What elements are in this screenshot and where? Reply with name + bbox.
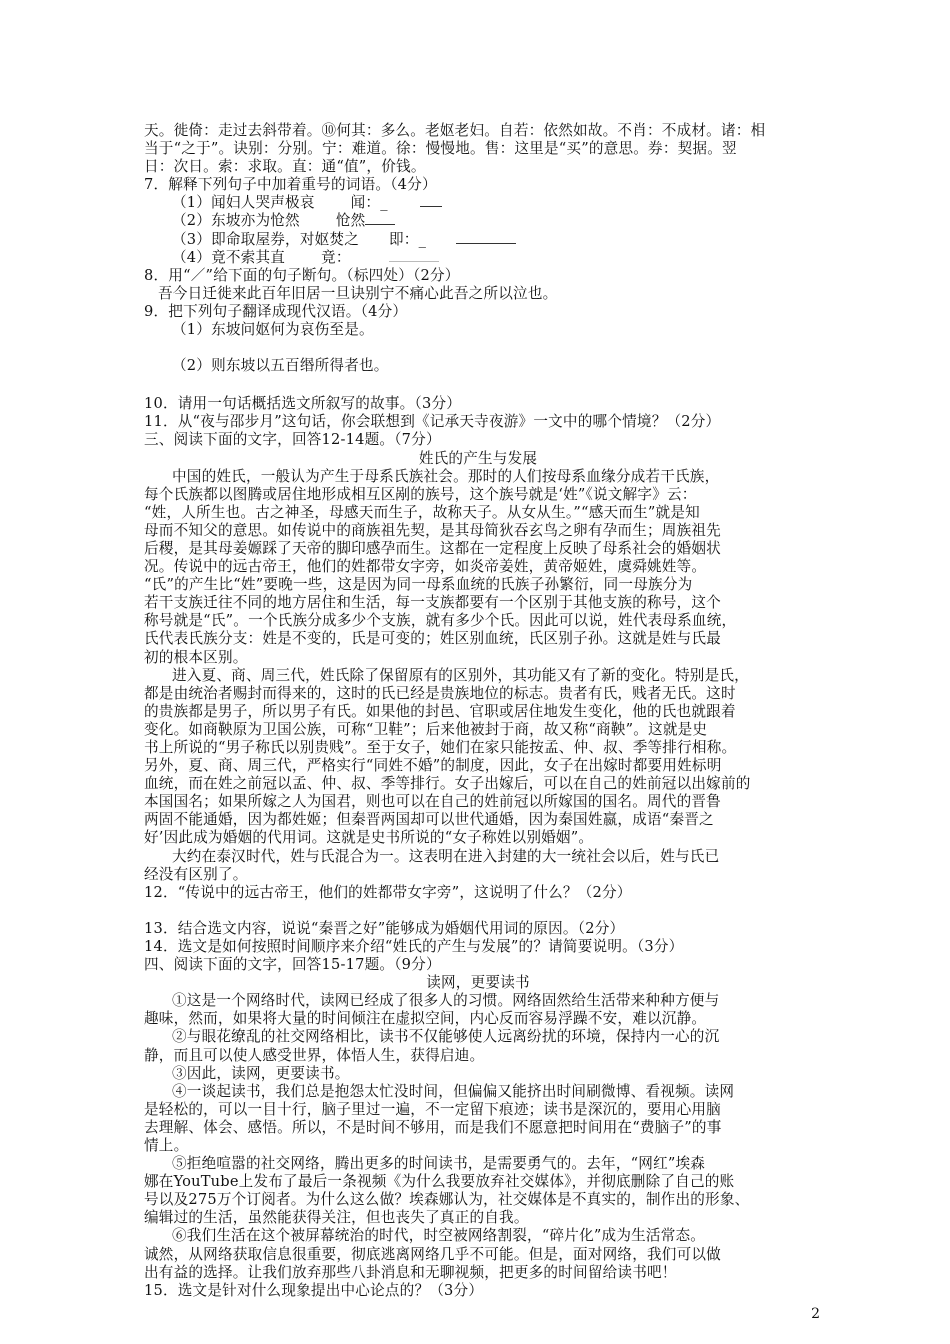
passage-line: 娜在YouTube上发布了最后一条视频《为什么我要放弃社交媒体》，并彻底删除了自己的账 <box>144 1173 735 1191</box>
question-7-item: （2）东坡亦为怆然 怆然 <box>144 212 812 230</box>
passage-line: 后稷，是其母姜嫄踩了天帝的脚印感孕而生。这都在一定程度上反映了母系社会的婚姻状 <box>144 539 721 557</box>
question-9-sentence: （1）东坡问妪何为哀伤至是。 <box>172 321 374 339</box>
passage-line: 静，而且可以使人感受世界，体悟人生，获得启迪。 <box>144 1046 485 1064</box>
section-3-passage <box>144 468 812 884</box>
passage-line: 编辑过的生活，虽然能获得关注，但也丧失了真正的自我。 <box>144 1209 529 1227</box>
note-line: 当于“之于”。诀别：分别。宁：难道。徐：慢慢地。售：这里是“买”的意思。券：契据。翌 <box>144 140 737 158</box>
question-7-title: 7．解释下列句子中加着重号的词语。（4分） <box>144 176 437 194</box>
passage-line: 母而不知父的意思。如传说中的商族祖先契，是其母简狄吞玄鸟之卵有孕而生；周族祖先 <box>144 521 721 539</box>
section-3-title: 姓氏的产生与发展 <box>418 449 538 467</box>
question-7-item: （1）闻妇人哭声极哀 闻：_ <box>144 194 812 212</box>
passage-line: 中国的姓氏，一般认为产生于母系氏族社会。那时的人们按母系血缘分成若干氏族， <box>172 467 720 485</box>
note-line: 日：次日。索：求取。直：通“值”，价钱。 <box>144 158 426 176</box>
passage-line: ③因此，读网，更要读书。 <box>172 1064 350 1082</box>
question-8-text: 吾今日迁徙来此百年旧居一旦诀别宁不痛心此吾之所以泣也。 <box>158 284 558 302</box>
question-9-sentence: （2）则东坡以五百缗所得者也。 <box>172 357 389 375</box>
passage-line: 大约在泰汉时代，姓与氏混合为一。这表明在进入封建的大一统社会以后，姓与氏已 <box>172 847 720 865</box>
document-page <box>144 122 812 1300</box>
question-15: 15．选文是针对什么现象提出中心论点的？（3分） <box>144 1281 484 1299</box>
passage-line: 况。传说中的远古帝王，他们的姓都带女字旁，如炎帝姜姓，黄帝姬姓，虞舜姚姓等。 <box>144 558 707 576</box>
passage-line: ①这是一个网络时代，读网已经成了很多人的习惯。网络固然给生活带来种种方便与 <box>172 992 720 1010</box>
passage-line: 去理解、体会、感悟。所以，不是时间不够用，而是我们不愿意把时间用在“费脑子”的事 <box>144 1118 722 1136</box>
passage-line: 每个氏族都以图腾或居住地形成相互区剐的族号，这个族号就是‘姓”《说文解字》云： <box>144 485 697 503</box>
question-14: 14．选文是如何按照时间顺序来介绍“姓氏的产生与发展”的？请简要说明。（3分） <box>144 937 684 955</box>
passage-line: 变化。如商鞅原为卫国公族，可称“卫鞋”；后来他被封于商，故又称“商鞅”。这就是史 <box>144 720 708 738</box>
passage-line: 书上所说的“男子称氏以别贵贱”。至于女子，她们在家只能按孟、仲、叔、季等排行相称。 <box>144 739 737 756</box>
passage-line: ⑤拒绝喧嚣的社交网络，腾出更多的时间读书，是需要勇气的。去年，“网红”埃森 <box>172 1155 706 1173</box>
section-4-passage <box>144 992 812 1282</box>
page-number: 2 <box>811 1306 820 1322</box>
question-7-item: （4）竟不索其直 竟： <box>144 249 812 267</box>
passage-line: 趣味，然而，如果将大量的时间倾注在虚拟空间，内心反而容易浮躁不安，难以沉静。 <box>144 1010 707 1028</box>
passage-line: 是轻松的，可以一目十行，脑子里过一遍，不一定留下痕迹；读书是深沉的，要用心用脑 <box>144 1100 721 1118</box>
section-4-heading: 四、阅读下面的文字，回答15-17题。（9分） <box>144 956 441 974</box>
question-11: 11．从“夜与邵步月”这句话，你会联想到《记承天寺夜游》一文中的哪个情境？（2分） <box>144 413 721 431</box>
section-3-heading: 三、阅读下面的文字，回答12-14题。（7分） <box>144 431 441 449</box>
passage-line: ⑥我们生活在这个被屏幕统治的时代，时空被网络割裂，“碎片化”成为生活常态。 <box>172 1227 706 1245</box>
passage-line: 另外，夏、商、周三代，严格实行“同姓不婚”的制度，因此，女子在出嫁时都要用姓标明 <box>144 757 722 775</box>
passage-line: 好’因此成为婚姻的代用词。这就是史书所说的“女子称姓以别婚姻”。 <box>144 829 594 847</box>
passage-line: 诚然，从网络获取信息很重要，彻底逃离网络几乎不可能。但是，面对网络，我们可以做 <box>144 1245 721 1263</box>
passage-line: 称号就是“氏”。一个氏族分成多少个支族，就有多少个氏。因此可以说，姓代表母系血统， <box>144 612 737 630</box>
passage-line: 都是由统治者赐封而得来的，这时的氏已经是贵族地位的标志。贵者有氏，贱者无氏。这时 <box>144 684 736 702</box>
question-10: 10．请用一句话概括选文所叙写的故事。（3分） <box>144 395 462 413</box>
question-8-title: 8．用“／”给下面的句子断句。（标四处）（2分） <box>144 266 460 284</box>
passage-line: 的贵族都是男子，所以男子有氏。如果他的封邑、官职或居住地发生变化，他的氏也就跟着 <box>144 702 736 720</box>
passage-line: 本国国名；如果所嫁之人为国君，则也可以在自己的姓前冠以所嫁国的国名。周代的晋鲁 <box>144 793 721 811</box>
passage-line: 出有益的选择。让我们放弃那些八卦消息和无聊视频，把更多的时间留给读书吧！ <box>144 1263 677 1281</box>
passage-line: 号以及275万个订阅者。为什么这么做？埃森娜认为，社交媒体是不真实的，制作出的形象、 <box>144 1191 750 1209</box>
note-line: 天。徙倚：走过去斜带着。⑩何其：多么。老妪老妇。自若：依然如故。不肖：不成材。诸：相 <box>144 122 766 139</box>
passage-line: ④一谈起读书，我们总是抱怨太忙没时间，但偏偏又能挤出时间刷微博、看视频。读网 <box>172 1082 735 1100</box>
section-4-title: 读网，更要读书 <box>426 974 530 992</box>
question-12: 12．“传说中的远古帝王，他们的姓都带女字旁”，这说明了什么？（2分） <box>144 883 632 901</box>
passage-line: 情上。 <box>144 1136 189 1154</box>
passage-line: 若干支族迁往不同的地方居住和生活，每一支族都要有一个区别于其他支族的称号，这个 <box>144 594 721 612</box>
passage-line: 氏代表氏族分支：姓是不变的，氏是可变的；姓区别血统，氏区别子孙。这就是姓与氏最 <box>144 630 721 648</box>
passage-line: 血统，而在姓之前冠以孟、仲、叔、季等排行。女子出嫁后，可以在自己的姓前冠以出嫁前的 <box>144 775 751 793</box>
passage-line: 经没有区别了。 <box>144 865 248 883</box>
question-9-title: 9．把下列句子翻译成现代汉语。（4分） <box>144 302 408 320</box>
passage-line: 两固不能通婚，因为都姓姬；但秦晋两国却可以世代通婚，因为秦国姓嬴，成语“秦晋之 <box>144 811 714 829</box>
question-7-item: （3）即命取屋券，对妪焚之 即：_ <box>144 231 812 249</box>
passage-line: 进入夏、商、周三代，姓氏除了保留原有的区别外，其功能又有了新的变化。特别是氏， <box>172 666 749 684</box>
passage-line: 初的根本区别。 <box>144 648 248 666</box>
passage-line: ②与眼花缭乱的社交网络相比，读书不仅能够使人远离纷扰的环境，保持内一心的沉 <box>172 1028 720 1046</box>
question-13: 13．结合选文内容，说说“秦晋之好”能够成为婚姻代用词的原因。（2分） <box>144 919 625 937</box>
passage-line: “氏”的产生比“姓”要晚一些，这是因为同一母系血统的氏族子孙繁衍，同一母族分为 <box>144 576 693 594</box>
passage-line: “姓，人所生也。古之神圣，母感天而生子，故称天子。从女从生。”“感天而生”就是知 <box>144 503 700 521</box>
